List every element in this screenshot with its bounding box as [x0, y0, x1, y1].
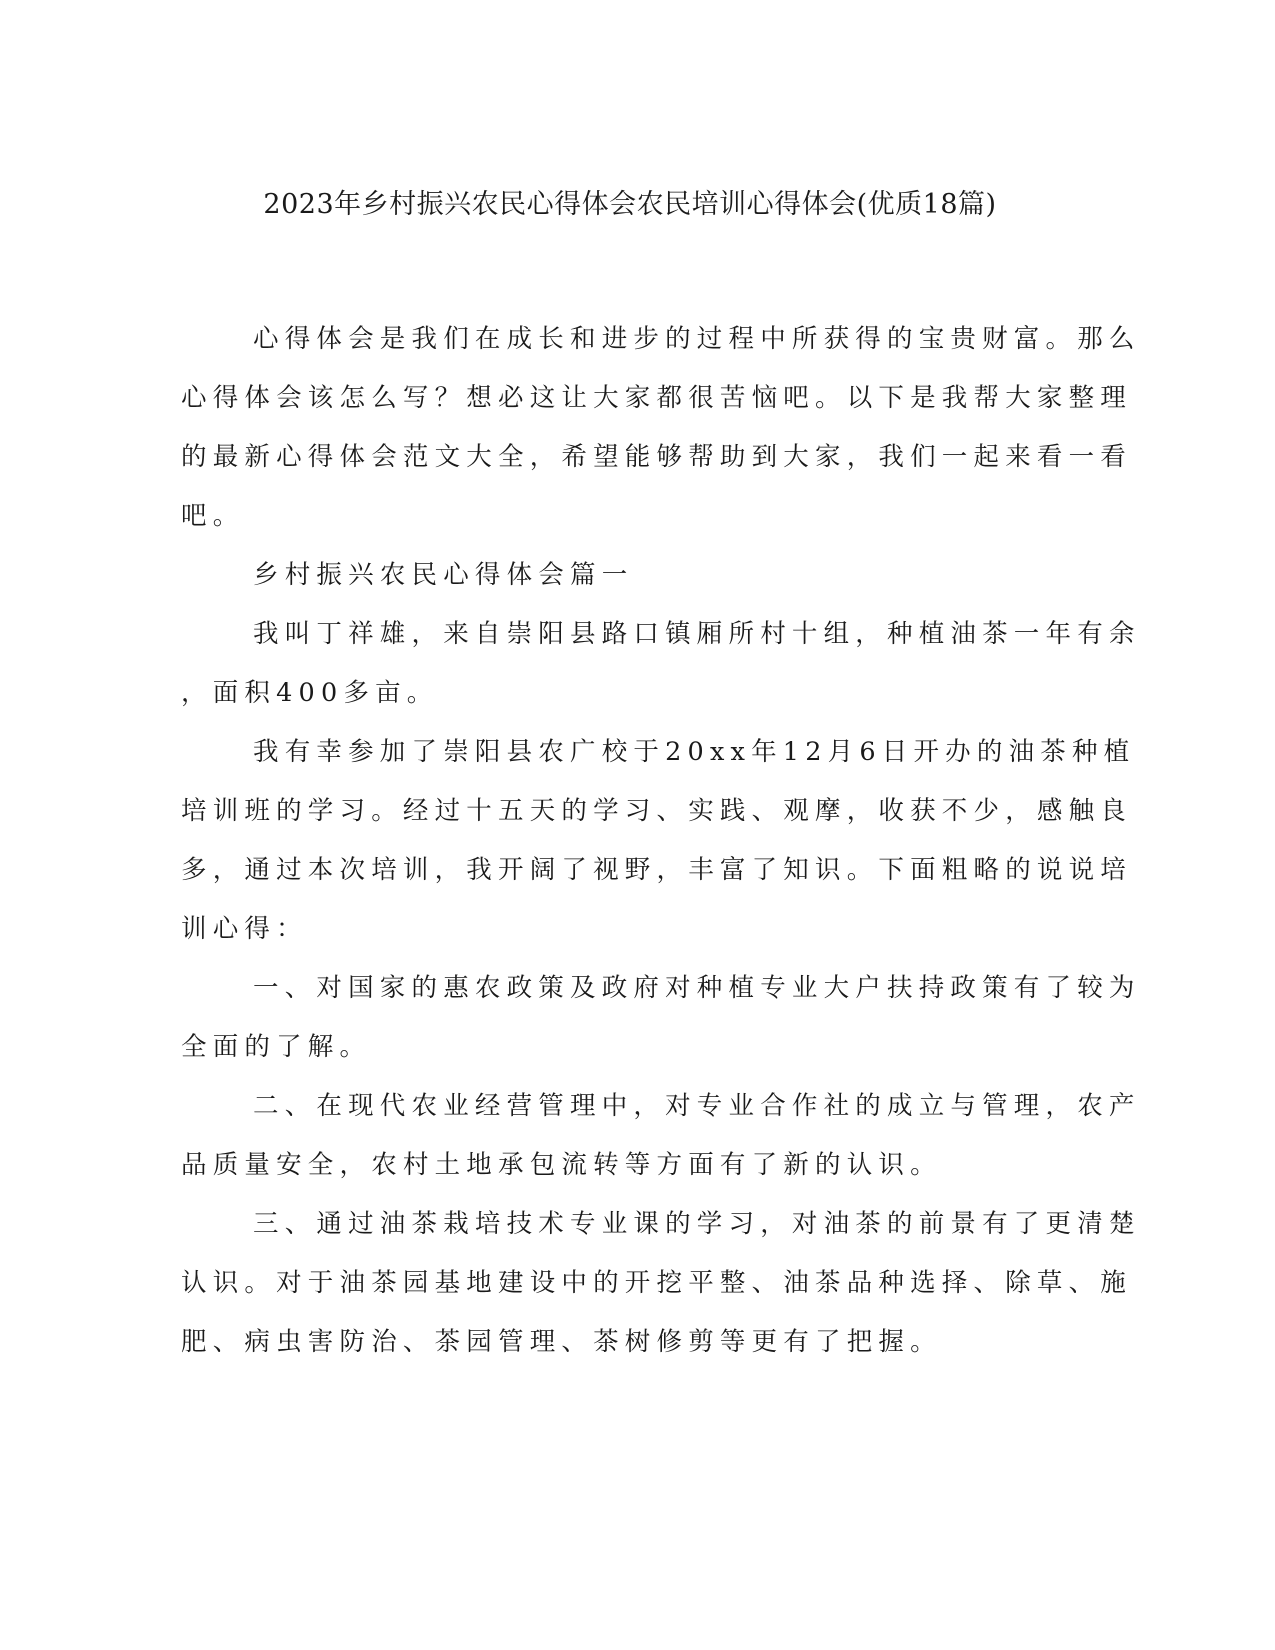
- text-line: 全面的了解。: [181, 1032, 372, 1062]
- text-line: 肥、病虫害防治、茶园管理、茶树修剪等更有了把握。: [181, 1327, 942, 1357]
- text-line: 多，通过本次培训，我开阔了视野，丰富了知识。下面粗略的说说培: [181, 855, 1133, 885]
- text-line: ，面积400多亩。: [181, 678, 439, 708]
- text-line: 一、对国家的惠农政策及政府对种植专业大户扶持政策有了较为: [253, 973, 1141, 1003]
- text-line: 吧。: [181, 501, 245, 531]
- text-line: 品质量安全，农村土地承包流转等方面有了新的认识。: [181, 1150, 942, 1180]
- text-line: 心得体会是我们在成长和进步的过程中所获得的宝贵财富。那么: [253, 324, 1141, 354]
- text-line: 我有幸参加了崇阳县农广校于20xx年12月6日开办的油茶种植: [253, 737, 1136, 767]
- text-line: 乡村振兴农民心得体会篇一: [253, 560, 634, 590]
- text-line: 我叫丁祥雄，来自崇阳县路口镇厢所村十组，种植油茶一年有余: [253, 619, 1141, 649]
- document-body: [181, 318, 1141, 1380]
- text-line: 二、在现代农业经营管理中，对专业合作社的成立与管理，农产: [253, 1091, 1141, 1121]
- text-line: 训心得：: [181, 914, 308, 944]
- text-line: 认识。对于油茶园基地建设中的开挖平整、油茶品种选择、除草、施: [181, 1268, 1133, 1298]
- text-line: 的最新心得体会范文大全，希望能够帮助到大家，我们一起来看一看: [181, 442, 1133, 472]
- text-line: 三、通过油茶栽培技术专业课的学习，对油茶的前景有了更清楚: [253, 1209, 1141, 1239]
- text-line: 培训班的学习。经过十五天的学习、实践、观摩，收获不少，感触良: [181, 796, 1133, 826]
- document-title: 2023年乡村振兴农民心得体会农民培训心得体会(优质18篇): [263, 189, 997, 220]
- text-line: 心得体会该怎么写？想必这让大家都很苦恼吧。以下是我帮大家整理: [181, 383, 1133, 413]
